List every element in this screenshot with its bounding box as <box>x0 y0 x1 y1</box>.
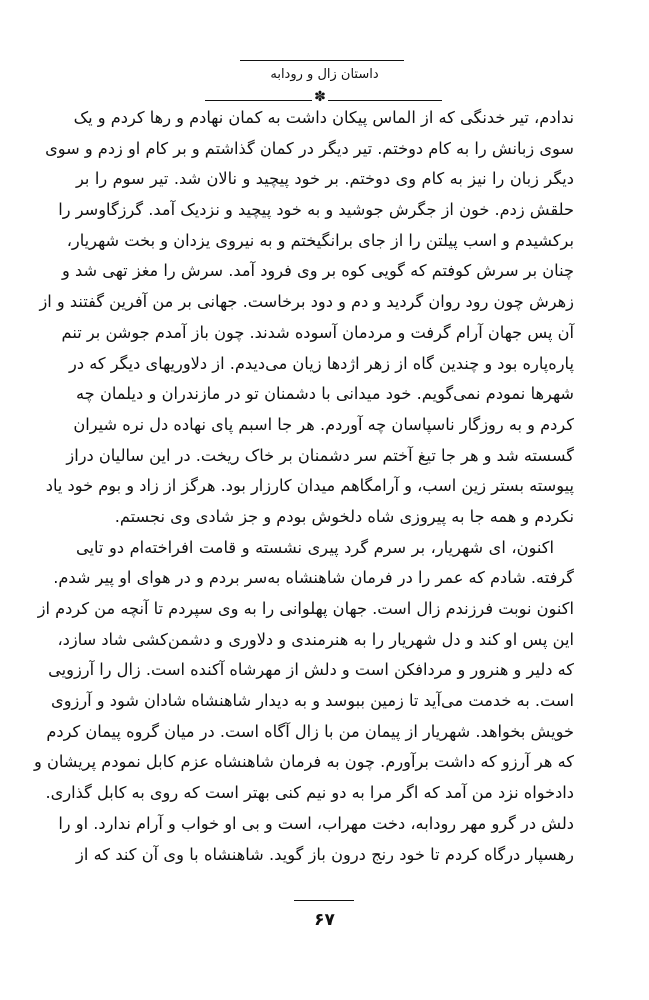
text-line: که دلیر و هنرور و مردافکن است و دلش از مهرشاه آکنده است. زال را آرزویی <box>48 660 574 680</box>
text-line: که هر آرزو که داشت برآورم. چون به فرمان شاهنشاه عزم کابل نمودم پریشان و <box>34 752 574 772</box>
text-line: اکنون نوبت فرزندم زال است. جهان پهلوانی را به وی سپردم تا آنچه من کردم از <box>37 599 574 618</box>
text-line: برکشیدم و اسب پیلتن را از جای برانگیختم و به نیروی یزدان و بخت شهریار، <box>66 230 574 250</box>
paragraph-first-line: اکنون، ای شهریار، بر سرم گرد پیری نشسته و قامت افراخته‌ام دو تایی <box>76 537 554 557</box>
page-header <box>0 42 649 105</box>
footer-rule <box>294 900 354 901</box>
text-line: گسسته شد و هر جا تیغ آختم سر دشمنان بر خاک ریخت. در این سالیان دراز <box>66 445 574 465</box>
text-line: ندادم، تیر خدنگی که از الماس پیکان داشت به کمان نهادم و رها کردم و یک <box>73 108 574 127</box>
text-line: خویش بخواهد. شهریار از پیمان من با زال آگاه است. در میان گروه پیمان کردم <box>46 721 574 741</box>
ornament-star-icon: ✽ <box>312 89 328 105</box>
paragraph-last-line: نکردم و همه جا به پیروزی شاه دلخوش بودم و جز شادی وی نجستم. <box>114 506 574 526</box>
text-line: گرفته. شادم که عمر را در فرمان شاهنشاه به‌سر بردم و در هوای او پیر شدم. <box>53 568 574 588</box>
text-line: دیگر زبان را نیز به کام وی دوختم. بر خود پیچید و نالان شد. تیر سوم را بر <box>76 169 574 189</box>
text-line: است. به خدمت می‌آید تا زمین ببوسد و به دیدار شاهنشاه شادان شود و آرزوی <box>51 691 574 711</box>
text-line: دلش در گرو مهر رودابه، دخت مهراب، است و بی او خواب و آرام ندارد. او را <box>58 813 574 833</box>
text-line: شهرها نمودم نمی‌گویم. خود میدانی با دشمنان تو در مازندران و دیلمان چه <box>76 384 574 404</box>
text-line: آن پس جهان آرام گرفت و مردمان آسوده شدند. چون باز آمدم جوشن بر تنم <box>61 322 574 342</box>
text-line: زهرش چون رود روان گردید و دم و دود برخاست. جهانی بر من آفرین گفتند و از <box>39 292 574 312</box>
text-line: پاره‌پاره بود و چندین گاه از زهر اژدها زیان می‌دیدم. از دلاوریهای دیگر که در <box>69 353 574 373</box>
text-line: دادخواه نزد من آمد که اگر مرا به دو نیم کنی بهتر است که روی به کابل گذاری. <box>45 783 574 803</box>
text-line: سوی زبانش را به کام دوختم. تیر دیگر در کمان گذاشتم و بر کام او زدم و سوی <box>45 138 574 158</box>
running-title: داستان زال و رودابه <box>270 67 379 82</box>
text-line: این پس او کند و دل شهریار را به هنرمندی و دلاوری و دشمن‌کشی شاد سازد، <box>57 629 574 649</box>
body-text <box>34 103 574 870</box>
text-line: پیوسته بستر زین اسب، و آرامگاهم میدان کارزار بود. هرگز از زاد و بوم خود یاد <box>45 476 574 496</box>
text-line: حلقش زدم. خون از جگرش جوشید و به خود پیچید و نزدیک آمد. گرزگاوسر را <box>58 200 574 220</box>
header-top-rule <box>240 60 404 61</box>
text-line: کردم و به روزگار ناسپاسان چه آوردم. هر جا اسبم پای نهاده دل نره شیران <box>73 414 574 434</box>
text-line: چنان بر سرش کوفتم که گویی کوه بر وی فرود آمد. سرش را مغز تهی شد و <box>62 261 574 281</box>
page-number: ۶۷ <box>314 910 335 930</box>
text-line: رهسپار درگاه کردم تا خود رنج درون باز گوید. شاهنشاه با وی آن کند که از <box>76 844 574 864</box>
